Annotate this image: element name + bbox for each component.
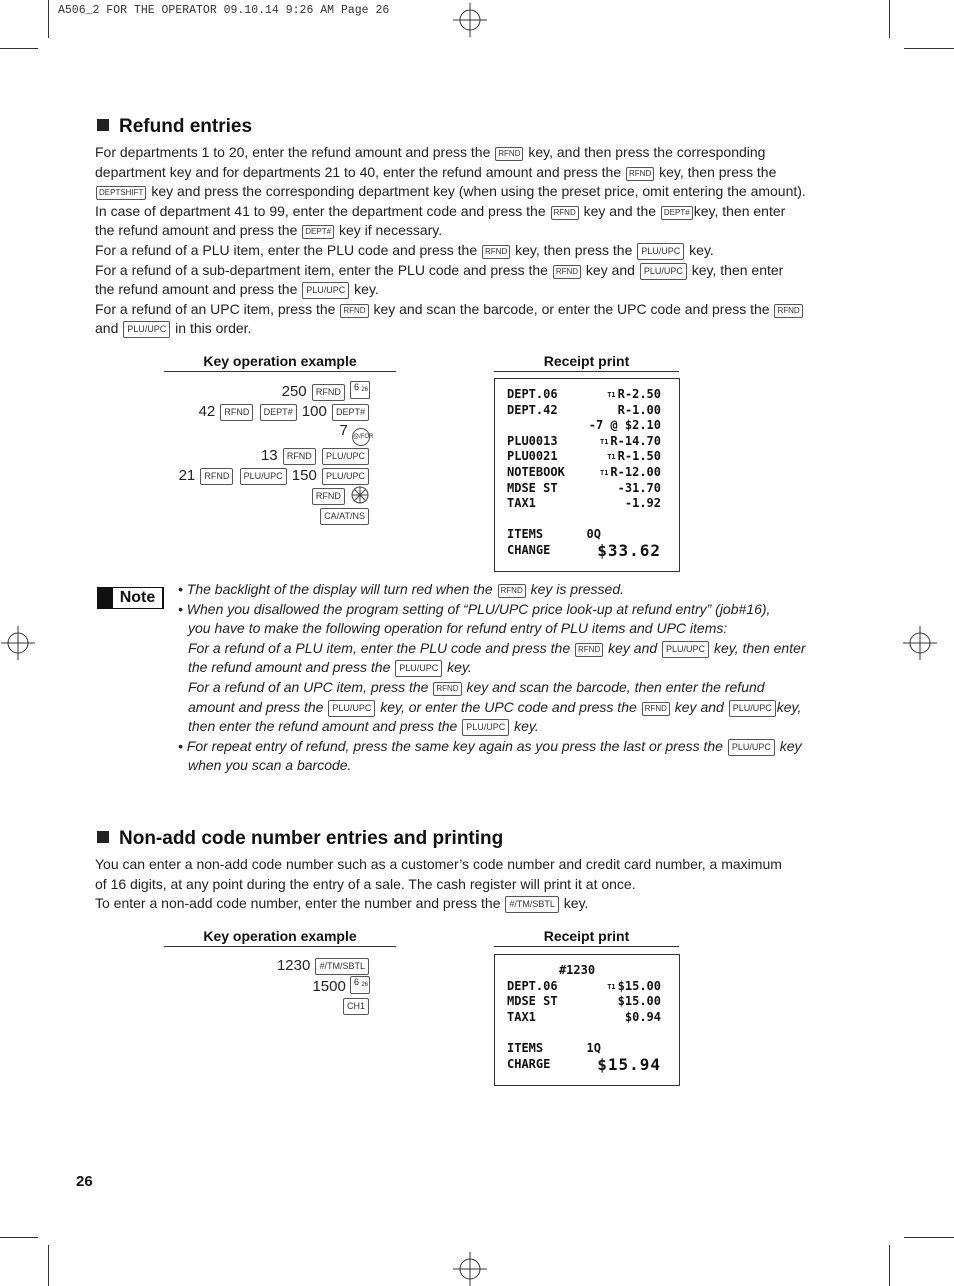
at-for-key-icon: @/FOR	[352, 428, 370, 446]
tax-status-mark: T1	[607, 982, 616, 991]
note-text: • The backlight of the display will turn red when the RFND key is pressed. • When you disallowed the program setting of “PLU/UPC price look-up at refund entry” (job#16), you have to make the following operation for refund entry of PLU items and UPC items: For a refund of a PLU item, enter the PLU code and press the RFND key and PLU/UPC key, then enter the refund amount and press the PLU/UPC key. For a refund of an UPC item, press the RFND key and scan the barcode, then enter the refund amount and press the PLU/UPC key, or enter the UPC code and press the RFND key and PLU/UPC key, then enter the refund amount and press the PLU/UPC key. • For repeat entry of refund, press the same key again as you press the last or press the PLU/UPC key when you scan a barcode.	[178, 581, 806, 774]
nonadd-description: You can enter a non-add code number such as a customer’s code number and credit card number, a maximum of 16 digits, at any point during the entry of a sale. The cash register will print it at once. To enter a non-add code number, enter the number and press the #/TM/SBTL key.	[95, 856, 782, 912]
receipt-line	[495, 1025, 679, 1041]
plu-key-icon: PLU/UPC	[662, 641, 709, 658]
dept-6-key-icon: 6 26	[350, 976, 370, 994]
rfnd-key-icon: RFND	[642, 702, 670, 716]
tax-status-mark: T1	[607, 391, 616, 399]
rfnd-key-icon: RFND	[312, 488, 345, 505]
receipt-title: #1230	[558, 963, 596, 977]
crop-mark	[48, 1245, 49, 1286]
receipt-line	[495, 418, 679, 434]
key-operation-header: Key operation example	[164, 928, 396, 947]
ch1-key-icon: CH1	[343, 998, 369, 1015]
crop-mark	[889, 1245, 890, 1286]
receipt-value: T1 R-12.00	[599, 464, 661, 479]
receipt-line	[495, 979, 679, 995]
receipt-value: T1 R-14.70	[599, 433, 661, 448]
rfnd-key-icon: RFND	[498, 584, 526, 598]
crop-mark	[904, 1237, 954, 1238]
rfnd-key-icon: RFND	[575, 643, 603, 657]
receipt-value: R-1.00	[617, 402, 661, 417]
rfnd-key-icon: RFND	[433, 682, 461, 696]
receipt-label: MDSE ST	[507, 480, 558, 495]
receipt-print-header: Receipt print	[494, 928, 679, 947]
rfnd-key-icon: RFND	[626, 167, 654, 181]
plu-key-icon: PLU/UPC	[462, 719, 509, 736]
receipt-line	[495, 434, 679, 450]
rfnd-key-icon: RFND	[200, 468, 233, 485]
receipt-line	[495, 449, 679, 465]
refund-description: For departments 1 to 20, enter the refund amount and press the RFND key, and then press the corresponding department key and for departments 21 to 40, enter the refund amount and press the RFND key, then press the DEPTSHIFT key and press the corresponding department key (when using the preset price, omit entering the amount). In case of department 41 to 99, enter the department code and press the RFND key and the DEPT# key, then enter the refund amount and press the DEPT# key if necessary. For a refund of a PLU item, enter the PLU code and press the RFND key, then press the PLU/UPC key. For a refund of a sub-department item, enter the PLU code and press the RFND key and PLU/UPC key, then enter the refund amount and press the PLU/UPC key. For a refund of an UPC item, press the RFND key and scan the barcode, or enter the UPC code and press the RFND and PLU/UPC in this order.	[95, 144, 806, 337]
tax-status-mark: T1	[599, 437, 609, 446]
plu-key-icon: PLU/UPC	[728, 739, 775, 756]
receipt-line	[495, 496, 679, 512]
receipt-line	[495, 540, 679, 560]
print-slug: A506_2 FOR THE OPERATOR 09.10.14 9:26 AM Page 26	[58, 4, 390, 17]
receipt-value: $33.62	[597, 540, 661, 560]
receipt-value: T1 R-2.50	[607, 387, 661, 401]
receipt-label: NOTEBOOK	[507, 464, 565, 479]
square-bullet-icon	[97, 831, 109, 843]
receipt-label: PLU0013	[507, 433, 558, 448]
section-title-refund: Refund entries	[97, 116, 252, 138]
plu-key-icon: PLU/UPC	[395, 660, 442, 677]
receipt-value: $15.00	[617, 994, 661, 1009]
crop-mark	[0, 1237, 38, 1238]
refund-receipt	[494, 378, 680, 572]
plu-key-icon: PLU/UPC	[637, 243, 684, 260]
receipt-line	[495, 465, 679, 481]
receipt-line	[495, 1010, 679, 1026]
receipt-line	[495, 994, 679, 1010]
plu-key-icon: PLU/UPC	[729, 700, 776, 717]
refund-key-operation: 250 RFND 6 26 42 RFND DEPT# 100 DEPT# 7 @/FOR 13 RFND PLU/UPC 21 RFND PLU/UPC 150 PLU/UPC RFND CA/AT/NS	[160, 381, 370, 526]
receipt-label: CHANGE	[507, 542, 551, 557]
rfnd-key-icon: RFND	[283, 448, 316, 465]
plu-key-icon: PLU/UPC	[328, 700, 375, 717]
registration-mark-icon	[453, 3, 487, 37]
receipt-line	[495, 481, 679, 497]
tm-sbtl-key-icon: #/TM/SBTL	[505, 896, 559, 913]
square-bullet-icon	[97, 119, 109, 131]
plu-key-icon: PLU/UPC	[322, 448, 369, 465]
nonadd-key-operation: 1230 #/TM/SBTL 1500 6 26 CH1	[160, 956, 370, 1016]
receipt-label: PLU0021	[507, 449, 558, 464]
deptshift-key-icon: DEPTSHIFT	[96, 186, 146, 200]
receipt-line	[495, 512, 679, 528]
note-badge: Note	[97, 587, 164, 609]
nonadd-receipt	[494, 954, 680, 1086]
plu-key-icon: PLU/UPC	[240, 468, 287, 485]
barcode-scan-icon	[350, 485, 370, 505]
rfnd-key-icon: RFND	[774, 304, 802, 318]
tax-status-mark: T1	[607, 453, 616, 462]
plu-key-icon: PLU/UPC	[302, 282, 349, 299]
dept-key-icon: DEPT#	[302, 225, 334, 239]
crop-mark	[889, 0, 890, 38]
dept-key-icon: DEPT#	[260, 404, 297, 421]
receipt-line	[495, 403, 679, 419]
receipt-value: $15.94	[597, 1054, 661, 1074]
rfnd-key-icon: RFND	[220, 404, 253, 421]
receipt-print-header: Receipt print	[494, 353, 679, 372]
rfnd-key-icon: RFND	[312, 384, 345, 401]
receipt-line	[495, 387, 679, 403]
receipt-label: DEPT.06	[507, 978, 558, 993]
receipt-label: ITEMS 1Q	[507, 1040, 601, 1055]
rfnd-key-icon: RFND	[340, 304, 368, 318]
receipt-value: -1.92	[624, 496, 661, 511]
receipt-value: T1 R-1.50	[607, 449, 661, 464]
receipt-label: CHARGE	[507, 1056, 551, 1071]
rfnd-key-icon: RFND	[482, 245, 510, 259]
tax-status-mark: T1	[599, 468, 609, 477]
receipt-value: $0.94	[624, 1009, 661, 1024]
receipt-value: -31.70	[617, 480, 661, 495]
receipt-label: ITEMS 0Q	[507, 527, 601, 542]
rfnd-key-icon: RFND	[495, 147, 523, 161]
plu-key-icon: PLU/UPC	[322, 468, 369, 485]
key-operation-header: Key operation example	[164, 353, 396, 372]
page-number: 26	[76, 1173, 93, 1190]
receipt-line	[495, 1054, 679, 1074]
receipt-value: -7 @ $2.10	[588, 418, 661, 433]
dept-6-key-icon: 6 26	[350, 381, 370, 399]
registration-mark-icon	[453, 1252, 487, 1286]
crop-mark	[904, 48, 954, 49]
section-title-nonadd: Non-add code number entries and printing	[97, 828, 503, 850]
receipt-label: MDSE ST	[507, 994, 558, 1009]
crop-mark	[0, 48, 38, 49]
receipt-label: TAX1	[507, 496, 536, 511]
rfnd-key-icon: RFND	[551, 206, 579, 220]
receipt-value: T1 $15.00	[607, 978, 661, 993]
receipt-label: DEPT.06	[507, 387, 558, 401]
tm-sbtl-key-icon: #/TM/SBTL	[315, 958, 369, 975]
plu-key-icon: PLU/UPC	[123, 321, 170, 338]
crop-mark	[48, 0, 49, 38]
ca-at-ns-key-icon: CA/AT/NS	[320, 508, 369, 525]
rfnd-key-icon: RFND	[553, 265, 581, 279]
receipt-label: DEPT.42	[507, 402, 558, 417]
dept-key-icon: DEPT#	[332, 404, 369, 421]
registration-mark-icon	[1, 626, 35, 660]
registration-mark-icon	[903, 626, 937, 660]
dept-key-icon: DEPT#	[661, 206, 693, 220]
receipt-label: TAX1	[507, 1009, 536, 1024]
plu-key-icon: PLU/UPC	[640, 263, 687, 280]
